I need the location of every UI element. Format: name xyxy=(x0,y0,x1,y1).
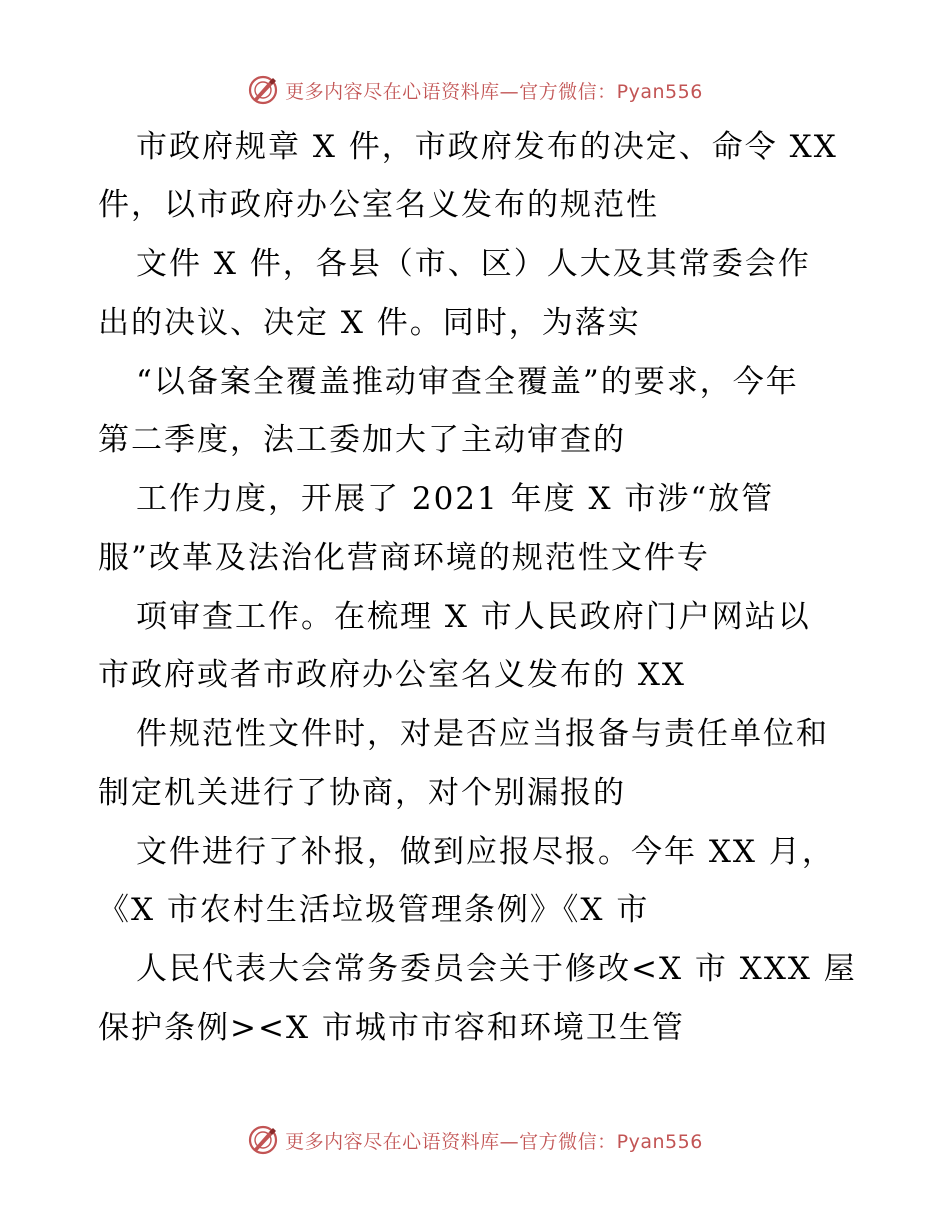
body-line: 出的决议、决定 X 件。同时，为落实 xyxy=(98,305,641,341)
watermark-text: 更多内容尽在心语资料库—官方微信：Pyan556 xyxy=(285,1130,703,1153)
watermark-text: 更多内容尽在心语资料库—官方微信：Pyan556 xyxy=(285,80,703,103)
pen-logo-icon xyxy=(247,74,279,106)
pen-logo-icon xyxy=(247,1124,279,1156)
document-body xyxy=(0,118,950,1058)
body-line: “以备案全覆盖推动审查全覆盖”的要求，今年 xyxy=(136,364,799,400)
body-line: 服”改革及法治化营商环境的规范性文件专 xyxy=(98,540,710,576)
body-line: 第二季度，法工委加大了主动审查的 xyxy=(98,422,626,458)
body-line: 文件进行了补报，做到应报尽报。今年 XX 月， xyxy=(136,834,835,870)
body-line: 项审查工作。在梳理 X 市人民政府门户网站以 xyxy=(136,599,811,635)
body-line: 工作力度，开展了 2021 年度 X 市涉“放管 xyxy=(136,481,775,517)
body-line: 制定机关进行了协商，对个别漏报的 xyxy=(98,775,626,811)
body-line: 市政府规章 X 件，市政府发布的决定、命令 XX xyxy=(136,129,838,165)
footer-watermark xyxy=(0,1122,950,1158)
body-line: 件规范性文件时，对是否应当报备与责任单位和 xyxy=(136,716,829,752)
body-line: 人民代表大会常务委员会关于修改<X 市 XXX 屋 xyxy=(136,951,857,987)
body-line: 市政府或者市政府办公室名义发布的 XX xyxy=(98,657,686,693)
body-line: 保护条例><X 市城市市容和环境卫生管 xyxy=(98,1010,685,1046)
header-watermark xyxy=(0,72,950,108)
body-line: 文件 X 件，各县（市、区）人大及其常委会作 xyxy=(136,246,811,282)
body-line: 《X 市农村生活垃圾管理条例》《X 市 xyxy=(98,892,650,928)
body-line: 件，以市政府办公室名义发布的规范性 xyxy=(98,187,659,223)
